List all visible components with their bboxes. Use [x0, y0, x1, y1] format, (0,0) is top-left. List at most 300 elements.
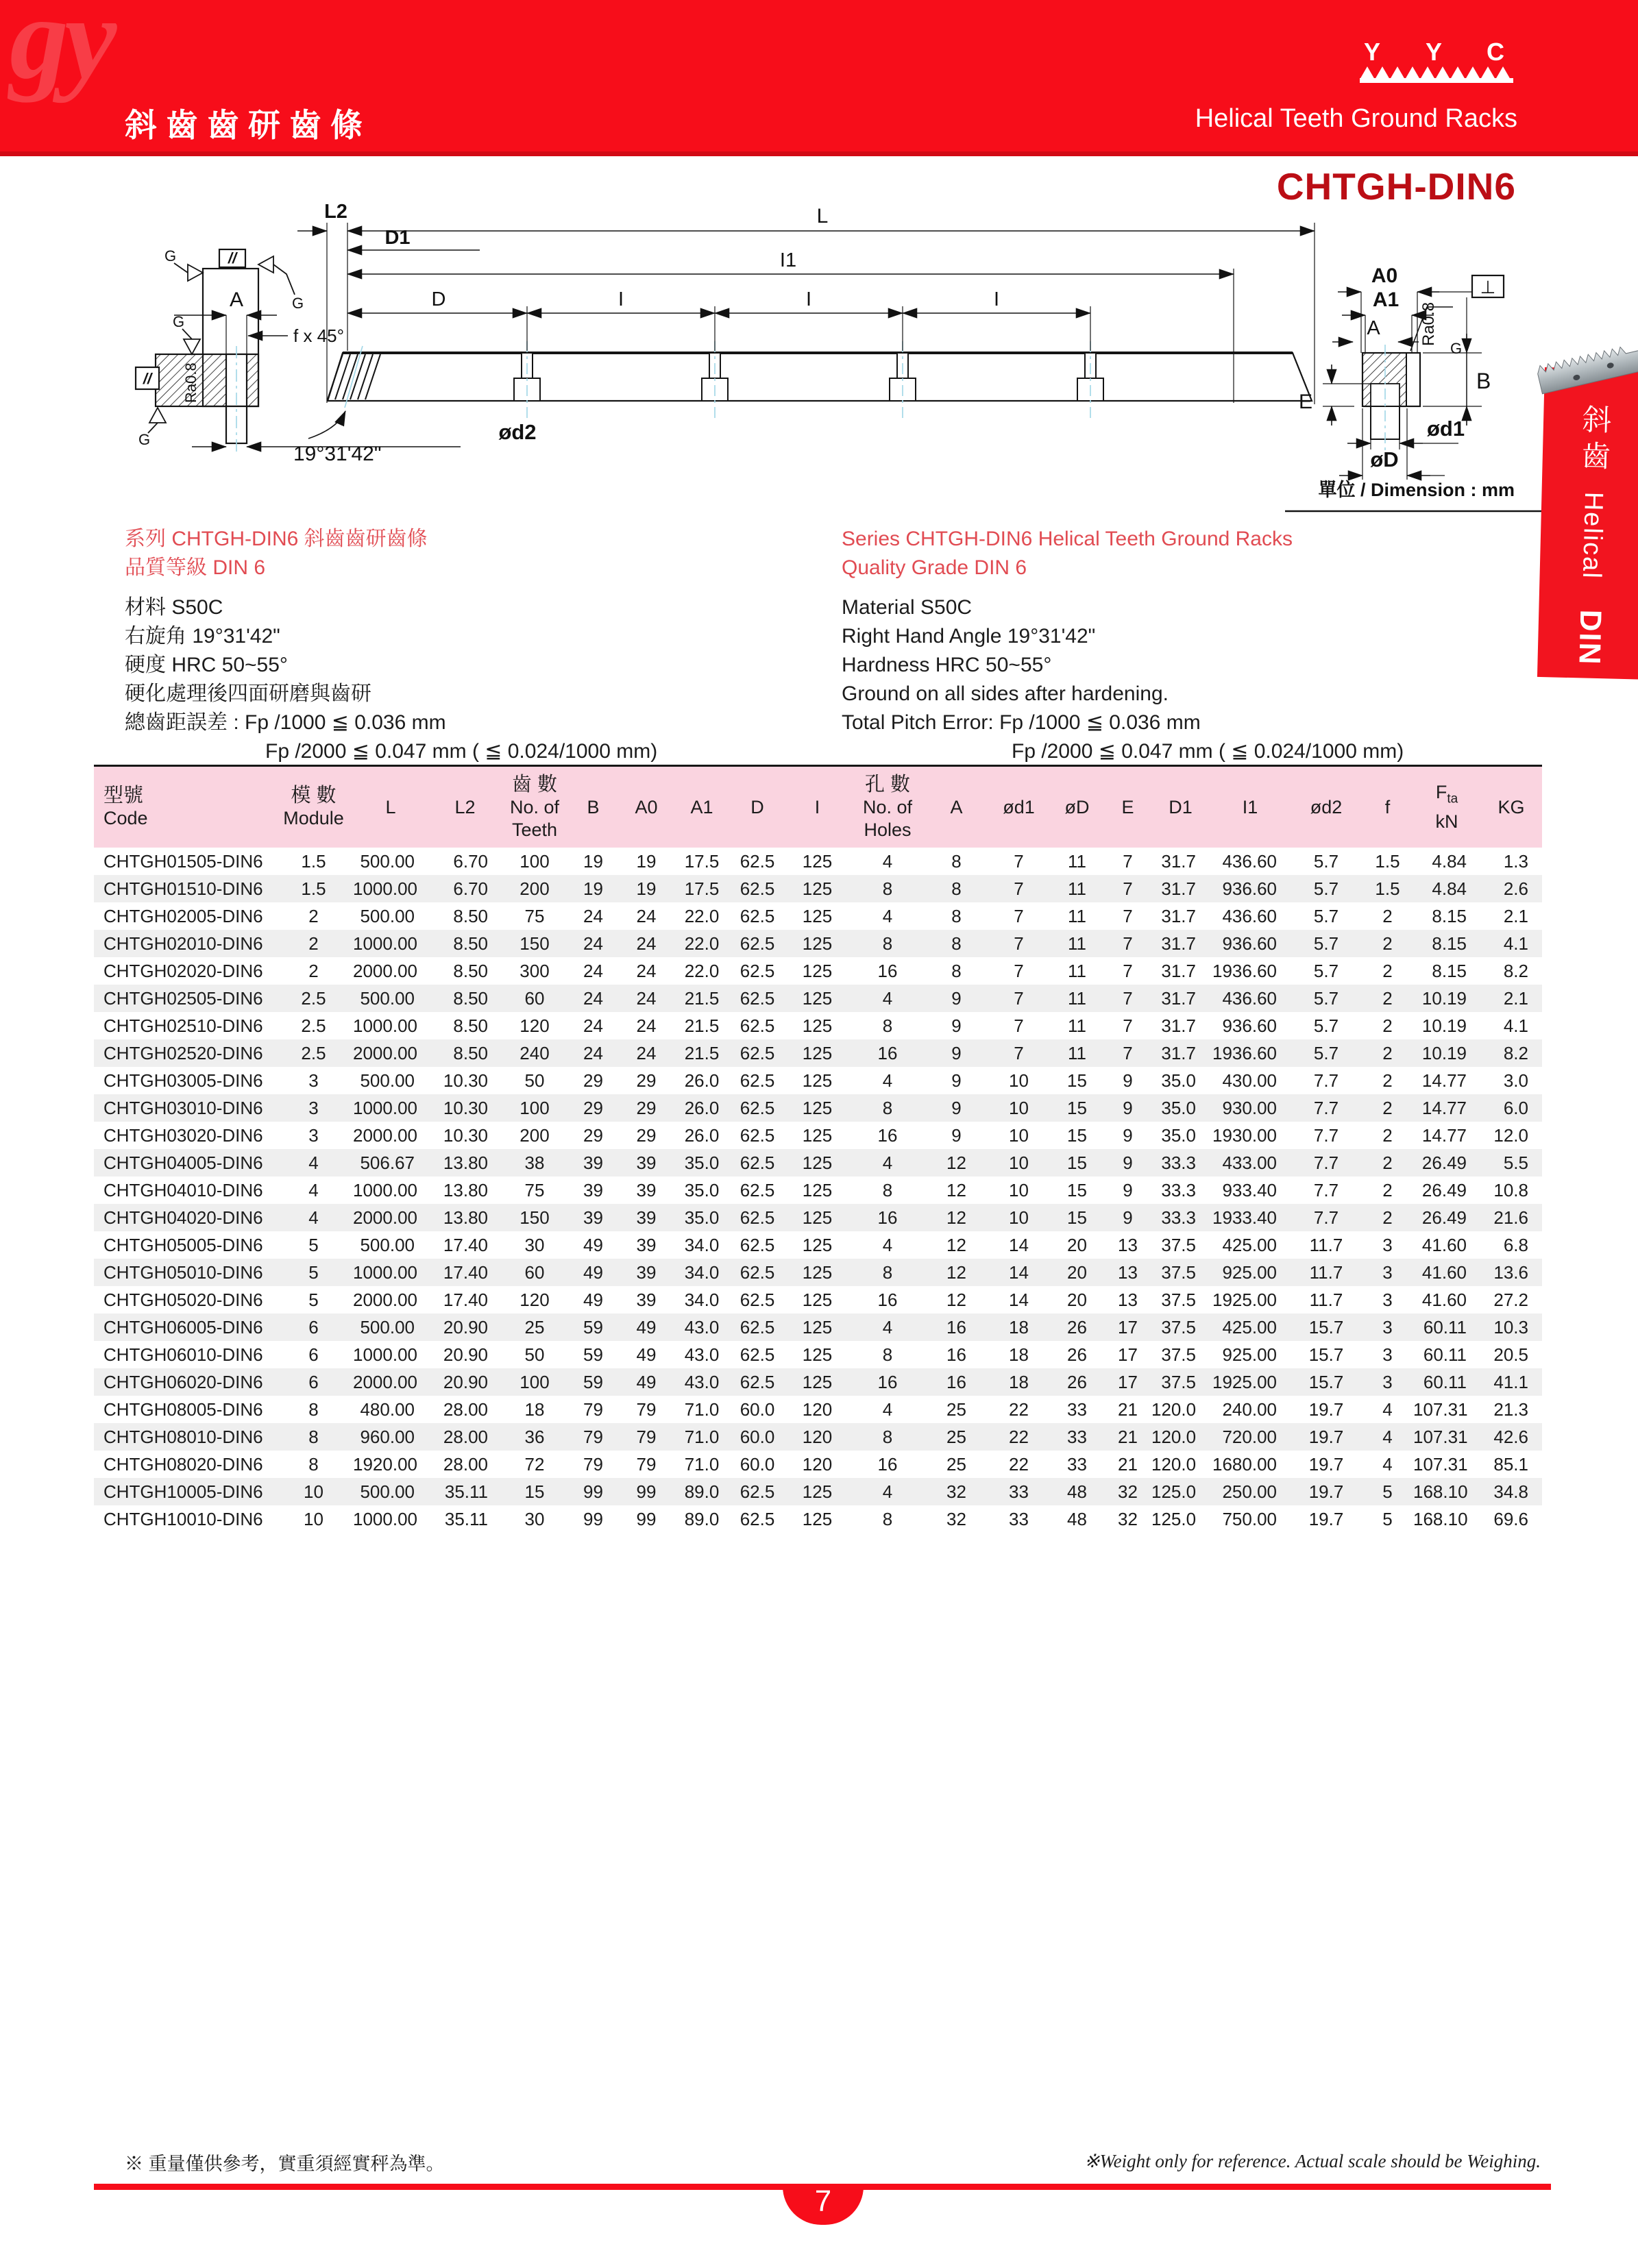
table-cell: 8: [882, 1508, 893, 1529]
svg-text:Ra0.8: Ra0.8: [182, 362, 199, 403]
table-cell: 2.6: [1503, 878, 1528, 899]
table-cell: 35.0: [1161, 1124, 1196, 1146]
table-cell: 22: [1009, 1398, 1029, 1420]
table-cell: 21: [1118, 1398, 1138, 1420]
table-cell: 500.00: [360, 905, 415, 926]
table-cell: 24: [583, 960, 603, 981]
svg-text:⊥: ⊥: [1480, 277, 1496, 297]
table-cell: CHTGH02510-DIN6: [103, 1015, 263, 1036]
table-cell: 10.30: [443, 1124, 488, 1146]
table-cell: 29: [636, 1070, 657, 1091]
table-cell: 8.50: [453, 1042, 488, 1063]
table-cell: 31.7: [1161, 1015, 1196, 1036]
table-cell: 20: [1067, 1289, 1087, 1310]
table-cell: 120: [519, 1289, 550, 1310]
svg-text:øD: øD: [1370, 447, 1399, 471]
table-cell: 24: [636, 905, 657, 926]
table-cell: 41.60: [1421, 1289, 1467, 1310]
table-cell: 15: [1067, 1124, 1087, 1146]
table-cell: 79: [583, 1453, 603, 1475]
table-cell: 71.0: [684, 1398, 720, 1420]
svg-text:I: I: [805, 288, 812, 310]
table-cell: 1933.40: [1212, 1207, 1277, 1228]
table-row: [94, 1094, 1542, 1122]
table-cell: 62.5: [739, 1097, 775, 1118]
table-cell: CHTGH02520-DIN6: [103, 1042, 263, 1063]
table-cell: 62.5: [739, 1179, 775, 1200]
column-header: A: [925, 767, 988, 848]
table-cell: 62.5: [739, 987, 775, 1009]
table-cell: 150: [519, 1207, 550, 1228]
table-cell: 99: [636, 1508, 657, 1529]
table-cell: 1925.00: [1212, 1289, 1277, 1310]
table-cell: 20.90: [443, 1316, 488, 1338]
table-cell: 5: [1382, 1481, 1393, 1502]
table-cell: 17.5: [684, 878, 720, 899]
table-cell: 31.7: [1161, 850, 1196, 872]
table-cell: 62.5: [739, 1152, 775, 1173]
table-cell: 7.7: [1313, 1179, 1339, 1200]
table-cell: 7: [1014, 905, 1024, 926]
table-cell: 71.0: [684, 1453, 720, 1475]
table-cell: 11: [1068, 850, 1086, 872]
table-cell: 20.90: [443, 1344, 488, 1365]
svg-text:I: I: [993, 288, 1000, 310]
table-cell: CHTGH10010-DIN6: [103, 1508, 263, 1529]
column-header: B: [567, 767, 619, 848]
table-cell: 21.5: [684, 1042, 720, 1063]
table-cell: 24: [583, 987, 603, 1009]
table-cell: 120: [802, 1453, 833, 1475]
table-cell: 7: [1014, 960, 1024, 981]
table-cell: 16: [877, 960, 898, 981]
table-cell: 8.2: [1503, 1042, 1528, 1063]
table-cell: 25: [524, 1316, 545, 1338]
side-tab-din: DIN: [1572, 609, 1608, 667]
table-cell: 10.8: [1493, 1179, 1528, 1200]
table-cell: 15.7: [1308, 1316, 1344, 1338]
table-cell: 15: [524, 1481, 545, 1502]
table-cell: 33: [1067, 1426, 1087, 1447]
table-cell: 13.80: [443, 1207, 488, 1228]
table-cell: 48: [1067, 1508, 1087, 1529]
table-cell: 4: [308, 1179, 319, 1200]
table-cell: 1000.00: [353, 1261, 417, 1283]
table-cell: CHTGH02010-DIN6: [103, 933, 263, 954]
series-line: 材料 S50C: [125, 596, 223, 619]
table-cell: 21.3: [1493, 1398, 1528, 1420]
table-cell: 14: [1009, 1234, 1029, 1255]
table-cell: 8.50: [453, 987, 488, 1009]
table-cell: 43.0: [684, 1344, 720, 1365]
table-cell: 125: [802, 1289, 833, 1310]
table-cell: 4: [308, 1207, 319, 1228]
table-cell: 72: [524, 1453, 545, 1475]
table-row: [94, 1286, 1542, 1314]
spec-table-wrap: [94, 765, 1542, 1533]
table-cell: CHTGH06010-DIN6: [103, 1344, 263, 1365]
table-cell: 1000.00: [353, 933, 417, 954]
table-cell: 18: [1009, 1344, 1029, 1365]
table-cell: 4: [882, 1234, 893, 1255]
table-cell: 39: [636, 1207, 657, 1228]
drawing-rack-labels: [324, 201, 999, 310]
table-cell: 500.00: [360, 1070, 415, 1091]
table-cell: 17.5: [684, 850, 720, 872]
table-cell: 425.00: [1222, 1234, 1277, 1255]
table-cell: 62.5: [739, 960, 775, 981]
table-cell: 100: [519, 850, 550, 872]
table-cell: 60: [524, 1261, 545, 1283]
table-cell: CHTGH06005-DIN6: [103, 1316, 263, 1338]
table-cell: 29: [583, 1097, 603, 1118]
column-header: ød2: [1291, 767, 1362, 848]
page-number: 7: [814, 2184, 832, 2218]
table-cell: 10.19: [1421, 1042, 1467, 1063]
table-cell: 125: [802, 1070, 833, 1091]
table-cell: 11: [1068, 960, 1086, 981]
column-header: L2: [428, 767, 502, 848]
column-header: E: [1104, 767, 1151, 848]
series-line: 硬度 HRC 50~55°: [125, 654, 288, 676]
table-row: [94, 1039, 1542, 1067]
table-cell: 8.15: [1432, 933, 1467, 954]
table-cell: 250.00: [1222, 1481, 1277, 1502]
table-cell: CHTGH04005-DIN6: [103, 1152, 263, 1173]
table-cell: 7: [1123, 878, 1133, 899]
table-cell: 168.10: [1413, 1508, 1468, 1529]
table-cell: 436.60: [1222, 987, 1277, 1009]
table-cell: 24: [583, 905, 603, 926]
svg-text:ød1: ød1: [1427, 417, 1465, 441]
table-row: [94, 1423, 1542, 1451]
table-cell: 14.77: [1421, 1097, 1467, 1118]
table-cell: 29: [583, 1070, 603, 1091]
table-cell: 14.77: [1421, 1070, 1467, 1091]
table-cell: 26.49: [1421, 1179, 1467, 1200]
table-cell: 26: [1067, 1344, 1087, 1365]
svg-text:C: C: [1487, 38, 1504, 66]
table-cell: 18: [1009, 1316, 1029, 1338]
svg-text://: //: [143, 370, 152, 387]
table-cell: 62.5: [739, 1207, 775, 1228]
table-cell: 41.60: [1421, 1261, 1467, 1283]
table-cell: 4: [882, 1398, 893, 1420]
table-cell: 19.7: [1308, 1398, 1344, 1420]
table-cell: 29: [636, 1124, 657, 1146]
table-cell: 62.5: [739, 1070, 775, 1091]
table-cell: 17.40: [443, 1289, 488, 1310]
table-cell: 17: [1118, 1316, 1138, 1338]
table-cell: 125: [802, 1179, 833, 1200]
table-cell: 31.7: [1161, 987, 1196, 1009]
table-cell: 5.5: [1503, 1152, 1528, 1173]
table-cell: 9: [1123, 1070, 1133, 1091]
table-cell: 4: [882, 905, 893, 926]
table-cell: 99: [583, 1481, 603, 1502]
table-cell: 7: [1014, 1042, 1024, 1063]
table-cell: 35.0: [1161, 1070, 1196, 1091]
rack-product-photo: [1532, 336, 1638, 404]
table-cell: 24: [636, 987, 657, 1009]
column-header: D: [730, 767, 785, 848]
table-cell: 60: [524, 987, 545, 1009]
table-cell: 120.0: [1151, 1453, 1197, 1475]
table-cell: 9: [1123, 1179, 1133, 1200]
table-cell: 99: [636, 1481, 657, 1502]
table-cell: 60.11: [1423, 1316, 1467, 1338]
table-cell: 25: [946, 1426, 966, 1447]
table-cell: 30: [524, 1234, 545, 1255]
table-cell: 18: [524, 1398, 545, 1420]
series-pitch2-zh: Fp /2000 ≦ 0.047 mm ( ≦ 0.024/1000 mm): [265, 740, 658, 763]
table-cell: 1.5: [301, 850, 326, 872]
table-cell: 240.00: [1222, 1398, 1277, 1420]
table-cell: 79: [636, 1398, 657, 1420]
table-cell: 24: [636, 1015, 657, 1036]
table-cell: 30: [524, 1508, 545, 1529]
table-cell: 3: [1382, 1344, 1393, 1365]
table-cell: 4: [882, 1152, 893, 1173]
table-cell: 10: [304, 1481, 323, 1502]
table-cell: 2000.00: [353, 1371, 417, 1392]
table-cell: 4: [308, 1152, 319, 1173]
table-cell: 2: [1382, 1042, 1393, 1063]
table-cell: 2.5: [301, 1042, 326, 1063]
table-cell: 5.7: [1313, 850, 1339, 872]
table-cell: 433.00: [1222, 1152, 1277, 1173]
svg-text:L: L: [816, 205, 829, 227]
table-cell: 100: [519, 1097, 550, 1118]
table-cell: 3: [308, 1124, 319, 1146]
table-cell: 37.5: [1161, 1316, 1196, 1338]
table-cell: CHTGH01510-DIN6: [103, 878, 263, 899]
svg-text:E: E: [1298, 391, 1312, 413]
table-cell: 62.5: [739, 1261, 775, 1283]
table-row: [94, 1231, 1542, 1259]
drawing-right-section: [1285, 275, 1547, 511]
table-cell: 5.7: [1313, 933, 1339, 954]
table-cell: 43.0: [684, 1371, 720, 1392]
table-cell: 19.7: [1308, 1508, 1344, 1529]
table-cell: 37.5: [1161, 1371, 1196, 1392]
page-title-en: Helical Teeth Ground Racks: [1195, 104, 1517, 133]
table-cell: 19.7: [1308, 1453, 1344, 1475]
table-cell: 25: [946, 1453, 966, 1475]
table-cell: 2: [308, 905, 319, 926]
table-cell: CHTGH08020-DIN6: [103, 1453, 263, 1475]
table-row: [94, 1396, 1542, 1423]
series-line: Right Hand Angle 19°31'42": [842, 625, 1096, 648]
table-cell: 49: [583, 1261, 603, 1283]
table-cell: 7: [1123, 960, 1133, 981]
column-header: L: [353, 767, 428, 848]
table-cell: 79: [583, 1426, 603, 1447]
table-row: [94, 985, 1542, 1012]
table-cell: 2: [1382, 960, 1393, 981]
table-cell: 10: [1009, 1152, 1029, 1173]
table-cell: 8.15: [1432, 905, 1467, 926]
table-cell: 7.7: [1313, 1097, 1339, 1118]
table-cell: 16: [877, 1042, 898, 1063]
table-cell: 1.5: [301, 878, 326, 899]
table-cell: 48: [1067, 1481, 1087, 1502]
table-cell: 35.11: [444, 1481, 488, 1502]
table-cell: 62.5: [739, 878, 775, 899]
table-cell: 75: [524, 1179, 545, 1200]
table-cell: CHTGH03020-DIN6: [103, 1124, 263, 1146]
table-cell: 107.31: [1413, 1453, 1468, 1475]
table-row: [94, 1176, 1542, 1204]
table-cell: 15: [1067, 1152, 1087, 1173]
table-cell: 425.00: [1222, 1316, 1277, 1338]
table-row: [94, 875, 1542, 902]
table-cell: 62.5: [739, 1481, 775, 1502]
table-cell: 62.5: [739, 1015, 775, 1036]
table-cell: 13.80: [443, 1179, 488, 1200]
table-cell: 15: [1067, 1179, 1087, 1200]
table-cell: 4: [882, 850, 893, 872]
table-row: [94, 1341, 1542, 1368]
table-cell: 3: [1382, 1316, 1393, 1338]
table-cell: 34.0: [684, 1261, 720, 1283]
table-cell: 8: [882, 1179, 893, 1200]
table-cell: 6.8: [1503, 1234, 1528, 1255]
table-cell: 26.0: [684, 1124, 720, 1146]
page-title-zh: 斜齒齒研齒條: [125, 107, 371, 143]
table-cell: 31.7: [1161, 933, 1196, 954]
table-cell: 16: [946, 1316, 966, 1338]
table-cell: 13: [1118, 1234, 1138, 1255]
table-cell: 24: [583, 1042, 603, 1063]
table-cell: 1000.00: [353, 878, 417, 899]
table-cell: 100: [519, 1371, 550, 1392]
svg-text:Y: Y: [1425, 38, 1443, 66]
table-cell: 4: [882, 1481, 893, 1502]
table-cell: 11.7: [1309, 1261, 1343, 1283]
table-cell: 10.30: [443, 1097, 488, 1118]
table-cell: 32: [946, 1508, 966, 1529]
table-cell: 9: [1123, 1207, 1133, 1228]
table-cell: 9: [951, 987, 962, 1009]
table-cell: 125: [802, 960, 833, 981]
table-cell: 32: [1118, 1481, 1138, 1502]
table-cell: 21: [1118, 1453, 1138, 1475]
table-cell: 10: [1009, 1207, 1029, 1228]
spec-table-head: [94, 767, 1542, 848]
table-cell: 6: [308, 1344, 319, 1365]
svg-text:L2: L2: [324, 201, 347, 223]
table-row: [94, 848, 1542, 875]
table-cell: 12: [946, 1207, 966, 1228]
table-cell: 49: [636, 1371, 657, 1392]
svg-text:Ra0.8: Ra0.8: [1419, 301, 1438, 346]
table-cell: 125: [802, 933, 833, 954]
table-cell: 59: [583, 1344, 603, 1365]
table-cell: 89.0: [684, 1481, 720, 1502]
table-cell: 26: [1067, 1371, 1087, 1392]
table-cell: 59: [583, 1371, 603, 1392]
table-cell: 33: [1009, 1481, 1029, 1502]
table-cell: 26.0: [684, 1097, 720, 1118]
table-cell: 8: [951, 878, 962, 899]
table-cell: 8.50: [453, 960, 488, 981]
table-cell: 11.7: [1309, 1234, 1343, 1255]
table-cell: 15.7: [1308, 1344, 1344, 1365]
table-row: [94, 1368, 1542, 1396]
table-row: [94, 1259, 1542, 1286]
column-header: D1: [1151, 767, 1210, 848]
table-cell: 19: [583, 878, 603, 899]
table-cell: 2: [1382, 1124, 1393, 1146]
table-cell: 936.60: [1222, 933, 1277, 954]
table-cell: 99: [583, 1508, 603, 1529]
table-cell: 4: [882, 1316, 893, 1338]
table-cell: 2000.00: [353, 1289, 417, 1310]
side-tab-zh: 斜齒: [1576, 404, 1612, 478]
table-cell: CHTGH01505-DIN6: [103, 850, 263, 872]
table-cell: 49: [583, 1289, 603, 1310]
table-cell: 8.50: [453, 1015, 488, 1036]
table-cell: 500.00: [360, 1481, 415, 1502]
table-cell: 8: [951, 905, 962, 926]
table-cell: 35.0: [684, 1152, 720, 1173]
table-cell: 933.40: [1222, 1179, 1277, 1200]
table-cell: 1920.00: [353, 1453, 417, 1475]
svg-text:ød2: ød2: [498, 420, 537, 444]
table-cell: 125: [802, 878, 833, 899]
column-header: $F_{ta}$ kN: [1413, 767, 1480, 848]
series-title-zh: 系列 CHTGH-DIN6 斜齒齒研齒條: [125, 528, 428, 550]
series-lines-en: [842, 593, 1404, 737]
table-cell: 62.5: [739, 1289, 775, 1310]
table-cell: CHTGH03010-DIN6: [103, 1097, 263, 1118]
table-cell: 28.00: [443, 1398, 488, 1420]
table-cell: 7.7: [1313, 1124, 1339, 1146]
table-cell: 4: [1382, 1426, 1393, 1447]
table-cell: 12: [946, 1152, 966, 1173]
table-row: [94, 930, 1542, 957]
table-cell: 26: [1067, 1316, 1087, 1338]
table-cell: 22.0: [684, 933, 720, 954]
table-cell: 5.7: [1313, 878, 1339, 899]
table-cell: 125.0: [1151, 1508, 1197, 1529]
table-row: [94, 902, 1542, 930]
table-cell: 29: [583, 1124, 603, 1146]
table-cell: CHTGH08010-DIN6: [103, 1426, 263, 1447]
footer-note-en: ※Weight only for reference. Actual scale should be Weighing.: [1084, 2151, 1541, 2171]
svg-text:A: A: [1367, 317, 1380, 339]
table-cell: 69.6: [1493, 1508, 1528, 1529]
table-cell: 125: [802, 1234, 833, 1255]
table-cell: 200: [519, 878, 550, 899]
table-cell: 936.60: [1222, 878, 1277, 899]
table-cell: 120.0: [1151, 1426, 1197, 1447]
table-row: [94, 1204, 1542, 1231]
table-cell: 49: [636, 1344, 657, 1365]
table-cell: 3: [308, 1070, 319, 1091]
table-cell: 9: [951, 1124, 962, 1146]
table-cell: 28.00: [443, 1426, 488, 1447]
unit-note: 單位 / Dimension : mm: [1318, 480, 1515, 500]
table-cell: 120: [519, 1015, 550, 1036]
column-header: 孔 數 No. of Holes: [850, 767, 925, 848]
table-row: [94, 1505, 1542, 1533]
table-cell: 10.30: [443, 1070, 488, 1091]
svg-text:D: D: [431, 288, 446, 310]
table-cell: 43.0: [684, 1316, 720, 1338]
column-header: ød1: [988, 767, 1050, 848]
